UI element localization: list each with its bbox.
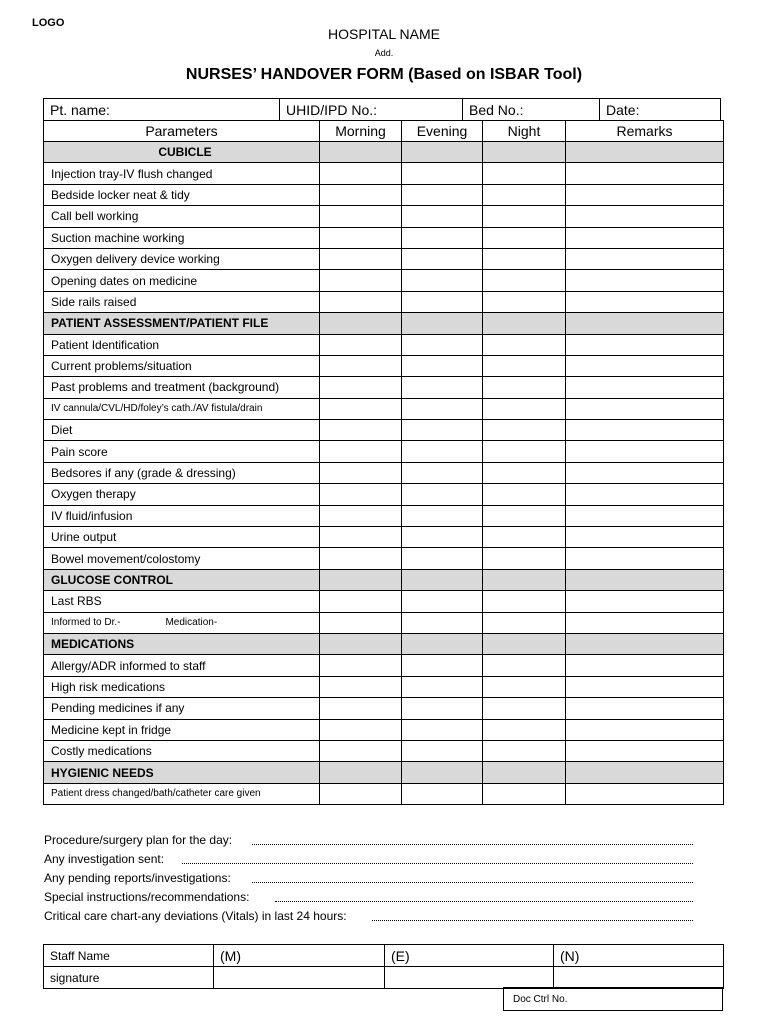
informed-label: Informed to Dr.- bbox=[51, 617, 121, 629]
cell-evening[interactable] bbox=[402, 548, 483, 569]
cell-remarks[interactable] bbox=[566, 334, 724, 355]
table-row bbox=[44, 248, 724, 269]
row-label: Oxygen delivery device working bbox=[44, 248, 320, 269]
procedure-plan-input[interactable] bbox=[252, 844, 693, 845]
cell-remarks[interactable] bbox=[566, 484, 724, 505]
cell-evening[interactable] bbox=[402, 505, 483, 526]
table-row bbox=[44, 612, 724, 633]
cell-morning[interactable] bbox=[320, 783, 402, 804]
cell-night[interactable] bbox=[483, 676, 566, 697]
cell-night[interactable] bbox=[483, 206, 566, 227]
staff-night-field[interactable]: (N) bbox=[554, 945, 724, 967]
cell-remarks[interactable] bbox=[566, 548, 724, 569]
section-cubicle bbox=[44, 142, 724, 163]
cell-night[interactable] bbox=[483, 184, 566, 205]
logo: LOGO bbox=[32, 17, 65, 29]
staff-name-label: Staff Name bbox=[44, 945, 214, 967]
cell-evening[interactable] bbox=[402, 270, 483, 291]
hospital-address: Add. bbox=[374, 48, 394, 58]
cell-night[interactable] bbox=[483, 719, 566, 740]
row-label: Current problems/situation bbox=[44, 355, 320, 376]
cell-night[interactable] bbox=[483, 462, 566, 483]
section-patient-assessment bbox=[44, 313, 724, 334]
cell-remarks[interactable] bbox=[566, 655, 724, 676]
cell-morning[interactable] bbox=[320, 355, 402, 376]
uhid-field[interactable]: UHID/IPD No.: bbox=[280, 99, 463, 121]
row-label: Patient Identification bbox=[44, 334, 320, 355]
cell-morning[interactable] bbox=[320, 484, 402, 505]
section-label: MEDICATIONS bbox=[44, 633, 320, 654]
section-label: PATIENT ASSESSMENT/PATIENT FILE bbox=[44, 313, 320, 334]
signature-night-field[interactable] bbox=[554, 967, 724, 989]
cell-morning[interactable] bbox=[320, 334, 402, 355]
cell-night[interactable] bbox=[483, 505, 566, 526]
cell-remarks[interactable] bbox=[566, 377, 724, 398]
table-row bbox=[44, 548, 724, 569]
cell-remarks[interactable] bbox=[566, 505, 724, 526]
cell-remarks[interactable] bbox=[566, 355, 724, 376]
section-label: GLUCOSE CONTROL bbox=[44, 569, 320, 590]
cell-night[interactable] bbox=[483, 248, 566, 269]
cell-morning[interactable] bbox=[320, 270, 402, 291]
cell-remarks[interactable] bbox=[566, 163, 724, 184]
cell-morning[interactable] bbox=[320, 676, 402, 697]
cell-morning[interactable] bbox=[320, 719, 402, 740]
table-row bbox=[44, 291, 724, 312]
table-row bbox=[44, 719, 724, 740]
cell-remarks[interactable] bbox=[566, 184, 724, 205]
table-row bbox=[44, 206, 724, 227]
cell-remarks[interactable] bbox=[566, 740, 724, 761]
patient-info-table bbox=[43, 98, 721, 121]
cell-morning[interactable] bbox=[320, 184, 402, 205]
table-row bbox=[44, 398, 724, 419]
cell-morning[interactable] bbox=[320, 612, 402, 633]
table-row bbox=[44, 355, 724, 376]
cell-morning[interactable] bbox=[320, 548, 402, 569]
cell-remarks[interactable] bbox=[566, 398, 724, 419]
row-label: IV fluid/infusion bbox=[44, 505, 320, 526]
row-label: Bowel movement/colostomy bbox=[44, 548, 320, 569]
row-label: Last RBS bbox=[44, 591, 320, 612]
cell-evening[interactable] bbox=[402, 398, 483, 419]
signature-morning-field[interactable] bbox=[214, 967, 385, 989]
procedure-plan-line bbox=[44, 833, 232, 847]
cell-night[interactable] bbox=[483, 227, 566, 248]
hospital-name: HOSPITAL NAME bbox=[327, 26, 441, 42]
col-parameters: Parameters bbox=[44, 121, 320, 142]
table-row bbox=[44, 698, 724, 719]
cell-night[interactable] bbox=[483, 163, 566, 184]
cell-evening[interactable] bbox=[402, 355, 483, 376]
row-label: Suction machine working bbox=[44, 227, 320, 248]
row-label: Diet bbox=[44, 420, 320, 441]
table-row bbox=[44, 783, 724, 804]
handover-table bbox=[43, 120, 724, 805]
cell-morning[interactable] bbox=[320, 527, 402, 548]
investigation-sent-input[interactable] bbox=[182, 863, 693, 864]
investigation-sent-line bbox=[44, 852, 164, 866]
cell-morning[interactable] bbox=[320, 163, 402, 184]
doc-control-label: Doc Ctrl No. bbox=[513, 994, 568, 1005]
cell-morning[interactable] bbox=[320, 206, 402, 227]
special-instructions-line bbox=[44, 890, 249, 904]
col-evening: Evening bbox=[402, 121, 483, 142]
cell-remarks[interactable] bbox=[566, 206, 724, 227]
row-label: Urine output bbox=[44, 527, 320, 548]
cell-evening[interactable] bbox=[402, 248, 483, 269]
investigation-sent-label: Any investigation sent: bbox=[44, 852, 165, 866]
cell-evening[interactable] bbox=[402, 740, 483, 761]
col-remarks: Remarks bbox=[566, 121, 724, 142]
cell-night[interactable] bbox=[483, 291, 566, 312]
cell-evening[interactable] bbox=[402, 206, 483, 227]
critical-care-input[interactable] bbox=[372, 920, 693, 921]
cell-evening[interactable] bbox=[402, 484, 483, 505]
cell-morning[interactable] bbox=[320, 377, 402, 398]
row-label: Injection tray-IV flush changed bbox=[44, 163, 320, 184]
cell-evening[interactable] bbox=[402, 612, 483, 633]
row-label: Side rails raised bbox=[44, 291, 320, 312]
row-label: Allergy/ADR informed to staff bbox=[44, 655, 320, 676]
cell-remarks[interactable] bbox=[566, 248, 724, 269]
cell-morning[interactable] bbox=[320, 740, 402, 761]
cell-evening[interactable] bbox=[402, 698, 483, 719]
table-row bbox=[44, 334, 724, 355]
table-row bbox=[44, 527, 724, 548]
doc-control-box bbox=[503, 987, 723, 1011]
row-label: Bedsores if any (grade & dressing) bbox=[44, 462, 320, 483]
cell-night[interactable] bbox=[483, 655, 566, 676]
cell-morning[interactable] bbox=[320, 591, 402, 612]
cell-evening[interactable] bbox=[402, 655, 483, 676]
cell-night[interactable] bbox=[483, 377, 566, 398]
cell-remarks[interactable] bbox=[566, 612, 724, 633]
cell-morning[interactable] bbox=[320, 248, 402, 269]
staff-signature-table bbox=[43, 944, 724, 989]
cell-remarks[interactable] bbox=[566, 420, 724, 441]
pending-reports-line bbox=[44, 871, 231, 885]
cell-evening[interactable] bbox=[402, 441, 483, 462]
cell-remarks[interactable] bbox=[566, 462, 724, 483]
cell-night[interactable] bbox=[483, 591, 566, 612]
cell-night[interactable] bbox=[483, 548, 566, 569]
row-label: Costly medications bbox=[44, 740, 320, 761]
cell-evening[interactable] bbox=[402, 783, 483, 804]
cell-evening[interactable] bbox=[402, 163, 483, 184]
cell-evening[interactable] bbox=[402, 676, 483, 697]
cell-remarks[interactable] bbox=[566, 676, 724, 697]
cell-morning[interactable] bbox=[320, 698, 402, 719]
row-label: High risk medications bbox=[44, 676, 320, 697]
table-row bbox=[44, 484, 724, 505]
row-label: Oxygen therapy bbox=[44, 484, 320, 505]
cell-night[interactable] bbox=[483, 612, 566, 633]
table-row bbox=[44, 655, 724, 676]
row-label: Opening dates on medicine bbox=[44, 270, 320, 291]
critical-care-label: Critical care chart-any deviations (Vitals) in last 24 hours: bbox=[44, 909, 347, 923]
row-label: Patient dress changed/bath/catheter care given bbox=[44, 783, 320, 804]
section-label: HYGIENIC NEEDS bbox=[44, 762, 320, 783]
section-medications bbox=[44, 633, 724, 654]
row-label: Call bell working bbox=[44, 206, 320, 227]
cell-night[interactable] bbox=[483, 484, 566, 505]
staff-evening-field[interactable]: (E) bbox=[385, 945, 554, 967]
cell-morning[interactable] bbox=[320, 462, 402, 483]
medication-label: Medication- bbox=[165, 617, 218, 629]
staff-morning-field[interactable]: (M) bbox=[214, 945, 385, 967]
bed-number-field[interactable]: Bed No.: bbox=[463, 99, 600, 121]
section-label: CUBICLE bbox=[44, 142, 320, 163]
cell-evening[interactable] bbox=[402, 420, 483, 441]
pending-reports-input[interactable] bbox=[252, 882, 693, 883]
cell-night[interactable] bbox=[483, 270, 566, 291]
row-label: IV cannula/CVL/HD/foley’s cath./AV fistula/drain bbox=[44, 398, 320, 419]
cell-remarks[interactable] bbox=[566, 591, 724, 612]
section-glucose-control bbox=[44, 569, 724, 590]
cell-remarks[interactable] bbox=[566, 291, 724, 312]
cell-evening[interactable] bbox=[402, 377, 483, 398]
table-row bbox=[44, 270, 724, 291]
cell-evening[interactable] bbox=[402, 591, 483, 612]
cell-night[interactable] bbox=[483, 355, 566, 376]
cell-remarks[interactable] bbox=[566, 783, 724, 804]
signature-label: signature bbox=[44, 967, 214, 989]
table-row bbox=[44, 420, 724, 441]
cell-morning[interactable] bbox=[320, 505, 402, 526]
special-instructions-label: Special instructions/recommendations: bbox=[44, 890, 250, 904]
cell-remarks[interactable] bbox=[566, 270, 724, 291]
table-row bbox=[44, 227, 724, 248]
cell-night[interactable] bbox=[483, 783, 566, 804]
row-label: Pending medicines if any bbox=[44, 698, 320, 719]
cell-evening[interactable] bbox=[402, 527, 483, 548]
form-title: NURSES’ HANDOVER FORM (Based on ISBAR Tool) bbox=[185, 66, 583, 83]
date-field[interactable]: Date: bbox=[600, 99, 721, 121]
pending-reports-label: Any pending reports/investigations: bbox=[44, 871, 231, 885]
row-label: Pain score bbox=[44, 441, 320, 462]
cell-remarks[interactable] bbox=[566, 698, 724, 719]
table-row bbox=[44, 676, 724, 697]
row-label: Past problems and treatment (background) bbox=[44, 377, 320, 398]
special-instructions-input[interactable] bbox=[275, 901, 693, 902]
cell-evening[interactable] bbox=[402, 334, 483, 355]
critical-care-line bbox=[44, 909, 347, 923]
cell-remarks[interactable] bbox=[566, 719, 724, 740]
cell-morning[interactable] bbox=[320, 655, 402, 676]
signature-evening-field[interactable] bbox=[385, 967, 554, 989]
table-row bbox=[44, 184, 724, 205]
cell-evening[interactable] bbox=[402, 719, 483, 740]
table-row bbox=[44, 462, 724, 483]
cell-morning[interactable] bbox=[320, 398, 402, 419]
cell-night[interactable] bbox=[483, 740, 566, 761]
table-row bbox=[44, 377, 724, 398]
table-row bbox=[44, 505, 724, 526]
table-row bbox=[44, 441, 724, 462]
cell-morning[interactable] bbox=[320, 420, 402, 441]
cell-morning[interactable] bbox=[320, 291, 402, 312]
cell-night[interactable] bbox=[483, 441, 566, 462]
patient-name-field[interactable]: Pt. name: bbox=[44, 99, 280, 121]
cell-evening[interactable] bbox=[402, 291, 483, 312]
table-row bbox=[44, 740, 724, 761]
cell-evening[interactable] bbox=[402, 227, 483, 248]
cell-morning[interactable] bbox=[320, 227, 402, 248]
cell-evening[interactable] bbox=[402, 462, 483, 483]
cell-night[interactable] bbox=[483, 398, 566, 419]
cell-morning[interactable] bbox=[320, 441, 402, 462]
cell-remarks[interactable] bbox=[566, 527, 724, 548]
row-label: Medicine kept in fridge bbox=[44, 719, 320, 740]
cell-remarks[interactable] bbox=[566, 227, 724, 248]
cell-evening[interactable] bbox=[402, 184, 483, 205]
cell-night[interactable] bbox=[483, 527, 566, 548]
row-label: Bedside locker neat & tidy bbox=[44, 184, 320, 205]
cell-night[interactable] bbox=[483, 698, 566, 719]
col-night: Night bbox=[483, 121, 566, 142]
col-morning: Morning bbox=[320, 121, 402, 142]
cell-remarks[interactable] bbox=[566, 441, 724, 462]
row-label bbox=[44, 612, 320, 633]
section-hygienic-needs bbox=[44, 762, 724, 783]
cell-night[interactable] bbox=[483, 334, 566, 355]
table-row bbox=[44, 163, 724, 184]
table-row bbox=[44, 591, 724, 612]
cell-night[interactable] bbox=[483, 420, 566, 441]
procedure-plan-label: Procedure/surgery plan for the day: bbox=[44, 833, 233, 847]
